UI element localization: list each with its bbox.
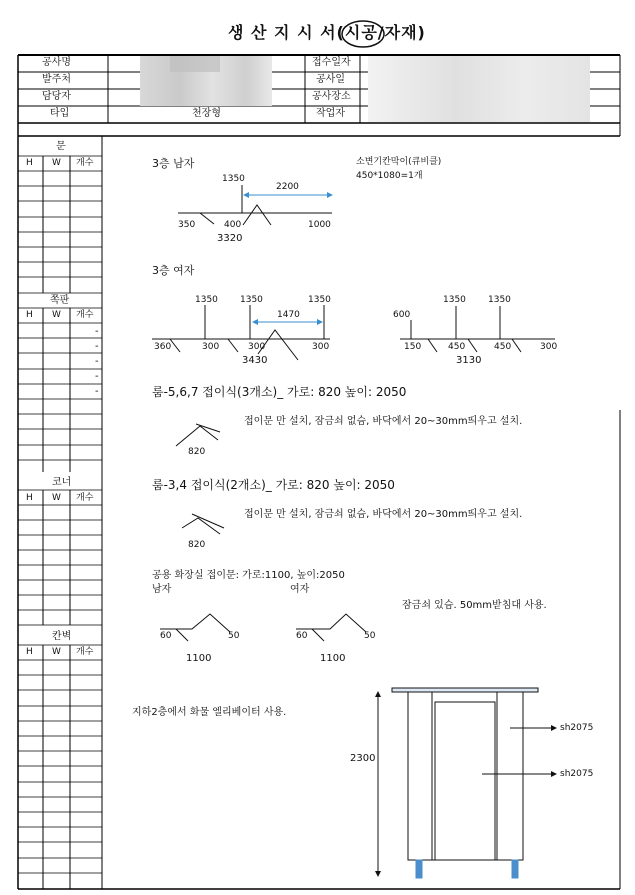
dim-label: 300 <box>540 342 558 352</box>
col-qty: 개수 <box>76 158 94 168</box>
dash-mark: - <box>95 341 99 352</box>
dim-label: 1350 <box>443 295 466 305</box>
dim-label: 60 <box>296 631 308 641</box>
dash-mark: - <box>95 356 99 367</box>
female3-heading: 3층 여자 <box>152 264 195 277</box>
male3-note1: 소변기칸막이(큐비클) <box>356 157 442 167</box>
col-qty: 개수 <box>76 493 94 503</box>
dim-label: 450 <box>448 342 466 352</box>
room567-note: 접이문 만 설치, 잠금쇠 없슴, 바닥에서 20~30mm띄우고 설치. <box>244 416 523 427</box>
room34-heading: 룸-3,4 접이식(2개소)_ 가로: 820 높이: 2050 <box>152 478 395 492</box>
dim-label: 50 <box>364 631 376 641</box>
public-note: 잠금쇠 있슴. 50mm받침대 사용. <box>402 600 547 611</box>
col-w: W <box>52 647 61 657</box>
dim-label: 1350 <box>195 295 218 305</box>
door-elevation <box>378 688 556 878</box>
public-male-fold-icon <box>160 614 230 632</box>
basement-note: 지하2층에서 화물 엘리베이터 사용. <box>132 707 287 718</box>
dim-label: 820 <box>188 540 206 550</box>
dim-label: 600 <box>393 310 411 320</box>
dim-label: 1350 <box>240 295 263 305</box>
dim-label: 1000 <box>308 220 331 230</box>
room567-heading: 룸-5,6,7 접이식(3개소)_ 가로: 820 높이: 2050 <box>152 385 407 399</box>
dim-label: 1350 <box>488 295 511 305</box>
col-h: H <box>26 493 33 503</box>
dim-total: 1100 <box>186 653 212 664</box>
col-h: H <box>26 647 33 657</box>
col-h: H <box>26 158 33 168</box>
section-door: 문 <box>56 141 66 152</box>
dim-label: 60 <box>160 631 172 641</box>
dim-label: 300 <box>312 342 330 352</box>
dim-label: 350 <box>178 220 196 230</box>
label-site: 공사장소 <box>312 91 351 102</box>
female3-plan-a <box>152 305 330 360</box>
col-qty: 개수 <box>76 310 94 320</box>
room34-fold-icon <box>182 518 220 534</box>
dim-label: 360 <box>154 342 172 352</box>
col-w: W <box>52 310 61 320</box>
male3-heading: 3층 남자 <box>152 157 195 170</box>
label-project-name: 공사명 <box>42 57 71 68</box>
dim-label: 820 <box>188 447 206 457</box>
dim-total: 3430 <box>242 355 268 366</box>
dim-label: 450 <box>494 342 512 352</box>
public-male-label: 남자 <box>152 584 172 595</box>
col-w: W <box>52 158 61 168</box>
dim-label: 1470 <box>277 310 300 320</box>
dash-mark: - <box>95 326 99 337</box>
title-prefix: 생 산 지 시 서( <box>228 23 345 42</box>
male3-plan <box>178 182 332 225</box>
public-heading: 공용 화장실 접이문: 가로:1100, 높이:2050 <box>152 570 345 581</box>
dim-label: 300 <box>248 342 266 352</box>
col-h: H <box>26 310 33 320</box>
label-work-date: 공사일 <box>316 74 345 85</box>
section-partition: 칸벽 <box>52 631 72 642</box>
dim-label: 150 <box>404 342 422 352</box>
dim-total: 1100 <box>320 653 346 664</box>
dash-mark: - <box>95 386 99 397</box>
sh-label: sh2075 <box>560 769 594 779</box>
female3-plan-b <box>400 306 558 352</box>
type-value: 천장형 <box>192 108 221 119</box>
dim-label: 300 <box>202 342 220 352</box>
dim-label: 400 <box>224 220 242 230</box>
dim-total: 3320 <box>217 233 243 244</box>
col-qty: 개수 <box>76 647 94 657</box>
room34-note: 접이문 만 설치, 잠금쇠 없슴, 바닥에서 20~30mm띄우고 설치. <box>244 509 523 520</box>
dim-label: 2200 <box>276 182 299 192</box>
label-worker: 작업자 <box>316 108 345 119</box>
door-height: 2300 <box>350 753 376 764</box>
section-corner: 코너 <box>52 477 72 488</box>
dim-label: 50 <box>228 631 240 641</box>
sh-label: sh2075 <box>560 723 594 733</box>
dim-label: 1350 <box>308 295 331 305</box>
section-side-panel: 쪽판 <box>50 295 70 306</box>
label-client: 발주처 <box>42 74 71 85</box>
col-w: W <box>52 493 61 503</box>
dim-total: 3130 <box>456 355 482 366</box>
public-female-label: 여자 <box>290 584 310 595</box>
label-type: 타입 <box>50 108 70 119</box>
dim-label: 1350 <box>222 174 245 184</box>
label-received-date: 접수일자 <box>312 57 351 68</box>
dash-mark: - <box>95 371 99 382</box>
title-circled: 시공 <box>345 25 378 41</box>
public-female-fold-icon <box>296 614 366 632</box>
title-suffix: /자재) <box>377 23 426 42</box>
male3-note2: 450*1080=1개 <box>356 171 423 181</box>
label-manager: 담당자 <box>42 91 71 102</box>
